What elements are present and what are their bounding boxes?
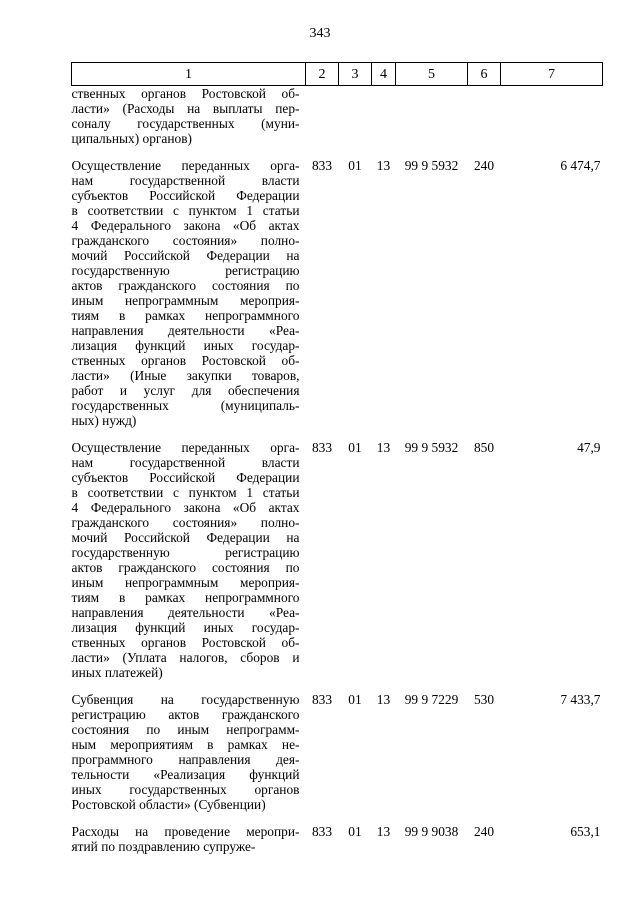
row-expense-type-code bbox=[468, 86, 501, 147]
description-line: Осуществление переданных орга- bbox=[71, 158, 300, 173]
description-line: субъектов Российской Федерации bbox=[71, 188, 300, 203]
description-line: Ростовской области» (Субвенции) bbox=[71, 797, 266, 812]
row-ministry-code: 833 bbox=[311, 440, 333, 455]
description-line: иным непрограммным мероприя- bbox=[71, 293, 300, 308]
page-number: 343 bbox=[309, 26, 331, 41]
row-amount: 7 433,7 bbox=[560, 692, 601, 707]
row-section-code bbox=[339, 86, 372, 147]
description-line: ным мероприятиям в рамках не- bbox=[71, 737, 300, 752]
header-col-4: 4 bbox=[372, 63, 396, 86]
description-line: состояния по иным непрограмм- bbox=[71, 722, 300, 737]
row-description bbox=[72, 812, 306, 854]
row-target-code: 99 9 5932 bbox=[404, 440, 459, 455]
description-line: работ и услуг для обеспечения bbox=[71, 383, 300, 398]
description-line: иных платежей) bbox=[71, 665, 163, 680]
row-section-code: 01 bbox=[348, 440, 362, 455]
table-row bbox=[72, 146, 603, 428]
row-target-code: 99 9 5932 bbox=[404, 158, 459, 173]
description-line: ласти» (Иные закупки товаров, bbox=[71, 368, 300, 383]
description-line: в соответствии с пунктом 1 статьи bbox=[71, 485, 300, 500]
budget-table bbox=[71, 62, 603, 854]
row-subsection-code: 13 bbox=[376, 158, 391, 173]
table-row bbox=[72, 428, 603, 680]
description-line: ных) нужд) bbox=[71, 413, 137, 428]
description-line: ципальных) органов) bbox=[71, 131, 192, 146]
description-line: регистрацию актов гражданского bbox=[71, 707, 300, 722]
description-line: программного направления дея- bbox=[71, 752, 300, 767]
row-expense-type-code: 240 bbox=[473, 824, 495, 839]
description-line: иным непрограммным мероприя- bbox=[71, 575, 300, 590]
header-col-3: 3 bbox=[339, 63, 372, 86]
row-subsection-code: 13 bbox=[376, 824, 391, 839]
description-line: иных государственных органов bbox=[71, 782, 300, 797]
row-ministry-code: 833 bbox=[311, 824, 333, 839]
row-description bbox=[72, 680, 306, 812]
row-target-code: 99 9 9038 bbox=[404, 824, 459, 839]
description-line: 4 Федерального закона «Об актах bbox=[71, 500, 300, 515]
row-target-code bbox=[396, 86, 468, 147]
row-amount: 6 474,7 bbox=[560, 158, 601, 173]
row-description bbox=[72, 86, 306, 147]
description-line: гражданского состояния» полно- bbox=[71, 233, 300, 248]
table-row bbox=[72, 812, 603, 854]
description-line: нам государственной власти bbox=[71, 173, 300, 188]
row-subsection-code: 13 bbox=[376, 692, 391, 707]
description-line: направления деятельности «Реа- bbox=[71, 323, 300, 338]
description-line: государственных (муниципаль- bbox=[71, 398, 300, 413]
row-ministry-code bbox=[306, 86, 339, 147]
description-line: ласти» (Расходы на выплаты пер- bbox=[71, 101, 300, 116]
description-line: актов гражданского состояния по bbox=[71, 560, 300, 575]
row-ministry-code: 833 bbox=[311, 158, 333, 173]
description-line: в соответствии с пунктом 1 статьи bbox=[71, 203, 300, 218]
row-section-code: 01 bbox=[348, 692, 362, 707]
row-expense-type-code: 850 bbox=[473, 440, 495, 455]
row-expense-type-code: 530 bbox=[473, 692, 495, 707]
description-line: тиям в рамках непрограммного bbox=[71, 590, 300, 605]
description-line: Осуществление переданных орга- bbox=[71, 440, 300, 455]
description-line: лизация функций иных государ- bbox=[71, 338, 300, 353]
description-line: ственных органов Ростовской об- bbox=[71, 353, 300, 368]
description-line: ятий по поздравлению супруже- bbox=[71, 839, 256, 854]
description-line: государственную регистрацию bbox=[71, 545, 300, 560]
header-col-6: 6 bbox=[468, 63, 501, 86]
description-line: ственных органов Ростовской об- bbox=[71, 86, 300, 101]
description-line: Субвенция на государственную bbox=[71, 692, 300, 707]
description-line: ственных органов Ростовской об- bbox=[71, 635, 300, 650]
row-description bbox=[72, 146, 306, 428]
description-line: тиям в рамках непрограммного bbox=[71, 308, 300, 323]
description-line: Расходы на проведение меропри- bbox=[71, 824, 300, 839]
table-row bbox=[72, 680, 603, 812]
header-col-1: 1 bbox=[72, 63, 306, 86]
description-line: актов гражданского состояния по bbox=[71, 278, 300, 293]
row-amount: 47,9 bbox=[577, 440, 601, 455]
description-line: 4 Федерального закона «Об актах bbox=[71, 218, 300, 233]
description-line: нам государственной власти bbox=[71, 455, 300, 470]
description-line: тельности «Реализация функций bbox=[71, 767, 300, 782]
row-section-code: 01 bbox=[348, 824, 362, 839]
description-line: направления деятельности «Реа- bbox=[71, 605, 300, 620]
header-col-7: 7 bbox=[501, 63, 603, 86]
table-body bbox=[72, 86, 603, 855]
row-expense-type-code: 240 bbox=[473, 158, 495, 173]
row-amount bbox=[501, 86, 603, 147]
header-col-2: 2 bbox=[306, 63, 339, 86]
row-section-code: 01 bbox=[348, 158, 362, 173]
description-line: соналу государственных (муни- bbox=[71, 116, 300, 131]
row-target-code: 99 9 7229 bbox=[404, 692, 459, 707]
header-col-5: 5 bbox=[396, 63, 468, 86]
table-header bbox=[72, 63, 603, 86]
row-subsection-code bbox=[372, 86, 396, 147]
description-line: лизация функций иных государ- bbox=[71, 620, 300, 635]
description-line: ласти» (Уплата налогов, сборов и bbox=[71, 650, 300, 665]
row-amount: 653,1 bbox=[570, 824, 601, 839]
row-description bbox=[72, 428, 306, 680]
description-line: субъектов Российской Федерации bbox=[71, 470, 300, 485]
description-line: гражданского состояния» полно- bbox=[71, 515, 300, 530]
description-line: мочий Российской Федерации на bbox=[71, 248, 300, 263]
description-line: государственную регистрацию bbox=[71, 263, 300, 278]
table-row bbox=[72, 86, 603, 147]
description-line: мочий Российской Федерации на bbox=[71, 530, 300, 545]
row-subsection-code: 13 bbox=[376, 440, 391, 455]
row-ministry-code: 833 bbox=[311, 692, 333, 707]
